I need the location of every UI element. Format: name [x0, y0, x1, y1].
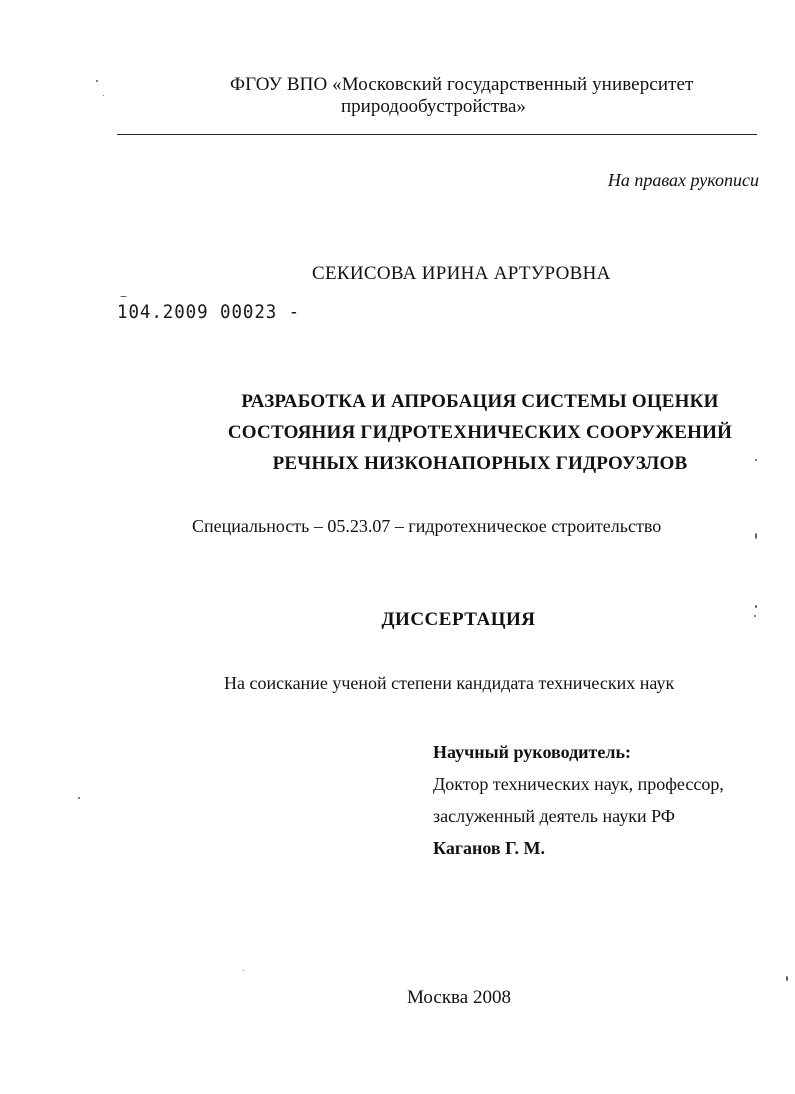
scan-speck [78, 797, 80, 799]
title-line-3: РЕЧНЫХ НИЗКОНАПОРНЫХ ГИДРОУЗЛОВ [272, 453, 688, 474]
supervisor-title-line1: Доктор технических наук, профессор, [433, 774, 724, 794]
scan-speck [754, 615, 756, 617]
supervisor-block [433, 736, 724, 864]
city-year: Москва 2008 [407, 987, 511, 1008]
title-line-2: СОСТОЯНИЯ ГИДРОТЕХНИЧЕСКИХ СООРУЖЕНИЙ [227, 422, 733, 443]
scan-speck [243, 970, 244, 971]
header-divider [117, 134, 757, 135]
scan-speck [103, 95, 104, 96]
institution-name-line2: природообустройства» [341, 96, 526, 117]
scan-speck [96, 80, 98, 82]
scan-speck [120, 296, 127, 297]
supervisor-name: Каганов Г. М. [433, 838, 546, 858]
title-line-1: РАЗРАБОТКА И АПРОБАЦИЯ СИСТЕМЫ ОЦЕНКИ [241, 391, 719, 412]
specialty: Специальность – 05.23.07 – гидротехническое строительство [192, 516, 662, 536]
degree-statement: На соискание ученой степени кандидата технических наук [224, 673, 675, 693]
institution-name-line1: ФГОУ ВПО «Московский государственный университет [230, 74, 694, 95]
scan-speck [755, 459, 757, 461]
scan-speck [755, 533, 757, 539]
dissertation-title [200, 386, 760, 479]
scan-speck [786, 976, 788, 981]
library-stamp: 104.2009 00023 - [117, 301, 301, 323]
manuscript-note: На правах рукописи [607, 170, 759, 190]
supervisor-title-line2: заслуженный деятель науки РФ [433, 806, 675, 826]
author-name: СЕКИСОВА ИРИНА АРТУРОВНА [312, 263, 611, 284]
supervisor-heading: Научный руководитель: [433, 742, 631, 762]
scan-speck [755, 605, 757, 608]
document-type: ДИССЕРТАЦИЯ [381, 609, 536, 630]
